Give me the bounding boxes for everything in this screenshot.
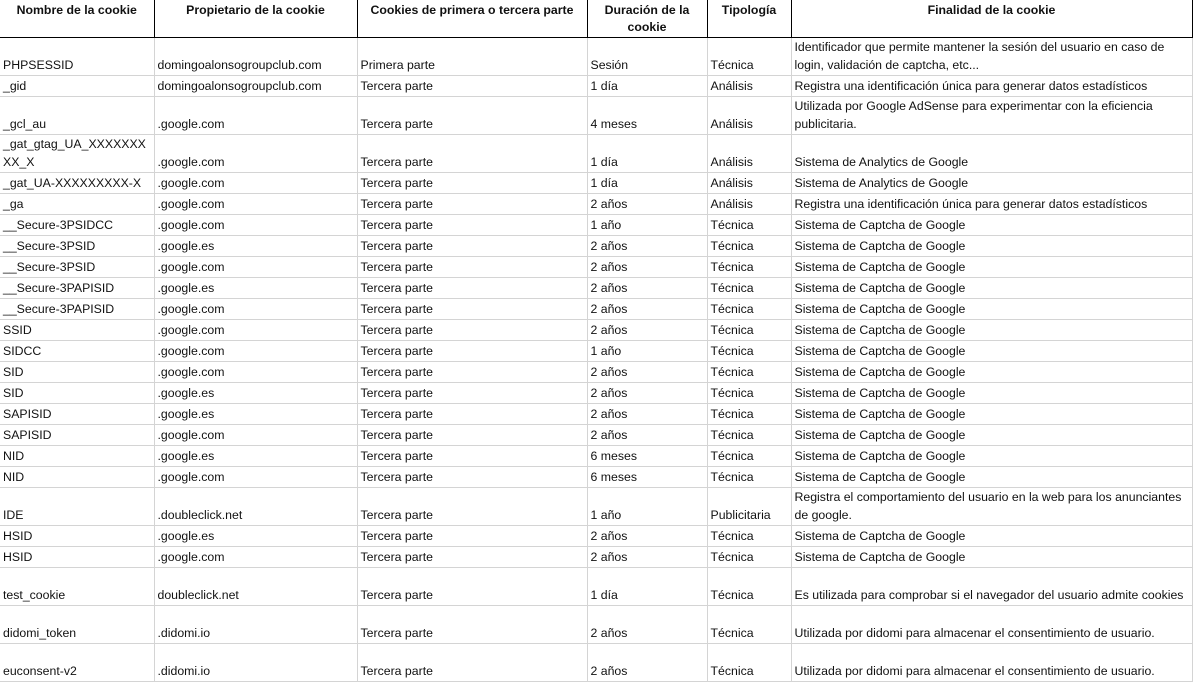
cookie-purpose-cell: Identificador que permite mantener la sesión del usuario en caso de login, validación de captcha, etc...	[791, 38, 1192, 76]
cookie-name-cell: _gid	[0, 76, 154, 97]
cookie-purpose-cell: Sistema de Analytics de Google	[791, 135, 1192, 173]
cookie-duration-cell: 1 día	[587, 568, 707, 606]
table-row	[0, 97, 1192, 135]
table-row	[0, 404, 1192, 425]
cookie-purpose-cell: Sistema de Captcha de Google	[791, 215, 1192, 236]
cookie-duration-cell: 2 años	[587, 278, 707, 299]
cookie-duration-cell: 6 meses	[587, 467, 707, 488]
cookie-duration-cell: 2 años	[587, 606, 707, 644]
cookie-purpose-cell: Sistema de Captcha de Google	[791, 547, 1192, 568]
cookie-name-cell: __Secure-3PSID	[0, 257, 154, 278]
table-row	[0, 320, 1192, 341]
cookie-purpose-cell: Utilizada por didomi para almacenar el consentimiento de usuario.	[791, 606, 1192, 644]
table-row	[0, 236, 1192, 257]
cookie-type-cell: Técnica	[707, 257, 791, 278]
table-row	[0, 278, 1192, 299]
cookie-type-cell: Técnica	[707, 446, 791, 467]
cookie-type-cell: Técnica	[707, 383, 791, 404]
cookie-name-cell: test_cookie	[0, 568, 154, 606]
cookie-party-cell: Tercera parte	[357, 320, 587, 341]
cookie-purpose-cell: Registra el comportamiento del usuario en la web para los anunciantes de google.	[791, 488, 1192, 526]
table-row	[0, 299, 1192, 320]
cookie-type-cell: Técnica	[707, 215, 791, 236]
table-row	[0, 467, 1192, 488]
cookie-purpose-cell: Sistema de Captcha de Google	[791, 299, 1192, 320]
cookie-type-cell: Técnica	[707, 644, 791, 682]
cookie-type-cell: Técnica	[707, 236, 791, 257]
cookie-party-cell: Tercera parte	[357, 215, 587, 236]
cookie-name-cell: SAPISID	[0, 425, 154, 446]
cookie-purpose-cell: Sistema de Captcha de Google	[791, 467, 1192, 488]
cookie-purpose-cell: Sistema de Captcha de Google	[791, 320, 1192, 341]
cookie-type-cell: Técnica	[707, 547, 791, 568]
cookie-owner-cell: .google.es	[154, 526, 357, 547]
table-row	[0, 173, 1192, 194]
cookie-purpose-cell: Sistema de Analytics de Google	[791, 173, 1192, 194]
cookie-owner-cell: .google.com	[154, 135, 357, 173]
cookie-type-cell: Técnica	[707, 606, 791, 644]
header-cookie-name: Nombre de la cookie	[0, 0, 154, 38]
table-row	[0, 135, 1192, 173]
cookie-party-cell: Tercera parte	[357, 194, 587, 215]
cookie-party-cell: Tercera parte	[357, 606, 587, 644]
cookie-type-cell: Técnica	[707, 526, 791, 547]
table-row	[0, 425, 1192, 446]
cookie-purpose-cell: Es utilizada para comprobar si el navegador del usuario admite cookies	[791, 568, 1192, 606]
cookie-purpose-cell: Sistema de Captcha de Google	[791, 425, 1192, 446]
cookie-party-cell: Tercera parte	[357, 526, 587, 547]
cookie-duration-cell: 2 años	[587, 547, 707, 568]
cookie-type-cell: Análisis	[707, 194, 791, 215]
cookie-owner-cell: domingoalonsogroupclub.com	[154, 76, 357, 97]
cookie-name-cell: __Secure-3PSID	[0, 236, 154, 257]
table-row	[0, 341, 1192, 362]
cookie-type-cell: Técnica	[707, 299, 791, 320]
header-cookie-type: Tipología	[707, 0, 791, 38]
cookie-owner-cell: .google.es	[154, 404, 357, 425]
table-row	[0, 606, 1192, 644]
cookie-type-cell: Técnica	[707, 38, 791, 76]
cookie-name-cell: IDE	[0, 488, 154, 526]
cookie-owner-cell: .google.com	[154, 257, 357, 278]
cookie-purpose-cell: Sistema de Captcha de Google	[791, 362, 1192, 383]
cookie-name-cell: HSID	[0, 526, 154, 547]
cookie-name-cell: SAPISID	[0, 404, 154, 425]
cookie-owner-cell: .doubleclick.net	[154, 488, 357, 526]
cookie-owner-cell: doubleclick.net	[154, 568, 357, 606]
cookie-duration-cell: 1 año	[587, 215, 707, 236]
cookie-party-cell: Primera parte	[357, 38, 587, 76]
cookie-owner-cell: .google.com	[154, 97, 357, 135]
cookie-owner-cell: .google.com	[154, 362, 357, 383]
cookie-owner-cell: .google.es	[154, 236, 357, 257]
table-row	[0, 446, 1192, 467]
table-row	[0, 362, 1192, 383]
table-row	[0, 257, 1192, 278]
cookie-purpose-cell: Sistema de Captcha de Google	[791, 446, 1192, 467]
cookie-party-cell: Tercera parte	[357, 173, 587, 194]
cookie-type-cell: Técnica	[707, 341, 791, 362]
cookie-duration-cell: 6 meses	[587, 446, 707, 467]
cookie-type-cell: Técnica	[707, 320, 791, 341]
cookie-name-cell: SIDCC	[0, 341, 154, 362]
cookie-party-cell: Tercera parte	[357, 404, 587, 425]
cookie-name-cell: didomi_token	[0, 606, 154, 644]
cookie-purpose-cell: Sistema de Captcha de Google	[791, 526, 1192, 547]
cookie-owner-cell: .google.es	[154, 446, 357, 467]
cookie-duration-cell: 2 años	[587, 404, 707, 425]
cookie-duration-cell: 2 años	[587, 299, 707, 320]
cookie-type-cell: Análisis	[707, 97, 791, 135]
cookie-name-cell: __Secure-3PAPISID	[0, 299, 154, 320]
cookie-party-cell: Tercera parte	[357, 644, 587, 682]
cookie-owner-cell: domingoalonsogroupclub.com	[154, 38, 357, 76]
cookie-duration-cell: 2 años	[587, 425, 707, 446]
cookie-duration-cell: 2 años	[587, 526, 707, 547]
cookie-name-cell: SID	[0, 383, 154, 404]
cookie-owner-cell: .google.es	[154, 278, 357, 299]
table-row	[0, 194, 1192, 215]
cookie-name-cell: NID	[0, 446, 154, 467]
cookie-name-cell: __Secure-3PSIDCC	[0, 215, 154, 236]
cookie-duration-cell: 2 años	[587, 383, 707, 404]
cookie-duration-cell: 2 años	[587, 320, 707, 341]
cookie-party-cell: Tercera parte	[357, 257, 587, 278]
cookie-party-cell: Tercera parte	[357, 341, 587, 362]
table-row	[0, 547, 1192, 568]
header-cookie-duration: Duración de la cookie	[587, 0, 707, 38]
table-row	[0, 488, 1192, 526]
cookie-duration-cell: 1 día	[587, 135, 707, 173]
cookie-purpose-cell: Sistema de Captcha de Google	[791, 341, 1192, 362]
cookie-party-cell: Tercera parte	[357, 236, 587, 257]
cookie-name-cell: SSID	[0, 320, 154, 341]
cookie-owner-cell: .google.com	[154, 467, 357, 488]
cookie-type-cell: Técnica	[707, 404, 791, 425]
cookie-owner-cell: .didomi.io	[154, 606, 357, 644]
cookie-owner-cell: .google.com	[154, 215, 357, 236]
cookie-owner-cell: .google.com	[154, 547, 357, 568]
cookie-duration-cell: 2 años	[587, 644, 707, 682]
cookie-owner-cell: .google.es	[154, 383, 357, 404]
cookie-duration-cell: 1 año	[587, 341, 707, 362]
cookie-name-cell: _ga	[0, 194, 154, 215]
cookie-type-cell: Publicitaria	[707, 488, 791, 526]
header-cookie-purpose: Finalidad de la cookie	[791, 0, 1192, 38]
cookie-duration-cell: Sesión	[587, 38, 707, 76]
cookie-purpose-cell: Sistema de Captcha de Google	[791, 236, 1192, 257]
cookie-type-cell: Técnica	[707, 425, 791, 446]
cookie-duration-cell: 4 meses	[587, 97, 707, 135]
cookie-duration-cell: 2 años	[587, 362, 707, 383]
cookie-party-cell: Tercera parte	[357, 278, 587, 299]
cookie-party-cell: Tercera parte	[357, 97, 587, 135]
cookie-type-cell: Análisis	[707, 135, 791, 173]
cookie-party-cell: Tercera parte	[357, 362, 587, 383]
cookie-party-cell: Tercera parte	[357, 446, 587, 467]
cookie-owner-cell: .google.com	[154, 299, 357, 320]
cookie-duration-cell: 2 años	[587, 194, 707, 215]
cookie-type-cell: Técnica	[707, 362, 791, 383]
cookie-name-cell: SID	[0, 362, 154, 383]
table-row	[0, 76, 1192, 97]
table-row	[0, 568, 1192, 606]
cookie-party-cell: Tercera parte	[357, 467, 587, 488]
cookie-purpose-cell: Utilizada por didomi para almacenar el consentimiento de usuario.	[791, 644, 1192, 682]
cookie-owner-cell: .google.com	[154, 320, 357, 341]
header-cookie-party: Cookies de primera o tercera parte	[357, 0, 587, 38]
cookie-purpose-cell: Sistema de Captcha de Google	[791, 257, 1192, 278]
cookie-name-cell: HSID	[0, 547, 154, 568]
cookie-duration-cell: 2 años	[587, 257, 707, 278]
cookie-party-cell: Tercera parte	[357, 488, 587, 526]
cookie-name-cell: PHPSESSID	[0, 38, 154, 76]
cookie-owner-cell: .didomi.io	[154, 644, 357, 682]
cookie-party-cell: Tercera parte	[357, 135, 587, 173]
cookie-owner-cell: .google.com	[154, 341, 357, 362]
table-row	[0, 526, 1192, 547]
cookie-owner-cell: .google.com	[154, 194, 357, 215]
cookie-purpose-cell: Utilizada por Google AdSense para experimentar con la eficiencia publicitaria.	[791, 97, 1192, 135]
cookie-party-cell: Tercera parte	[357, 425, 587, 446]
cookie-owner-cell: .google.com	[154, 425, 357, 446]
cookie-party-cell: Tercera parte	[357, 547, 587, 568]
cookie-name-cell: _gcl_au	[0, 97, 154, 135]
cookie-name-cell: _gat_gtag_UA_XXXXXXXXX_X	[0, 135, 154, 173]
cookie-purpose-cell: Sistema de Captcha de Google	[791, 278, 1192, 299]
header-row	[0, 0, 1192, 38]
cookie-purpose-cell: Registra una identificación única para generar datos estadísticos	[791, 194, 1192, 215]
cookie-party-cell: Tercera parte	[357, 383, 587, 404]
cookie-owner-cell: .google.com	[154, 173, 357, 194]
cookie-duration-cell: 1 año	[587, 488, 707, 526]
cookie-party-cell: Tercera parte	[357, 76, 587, 97]
cookie-party-cell: Tercera parte	[357, 299, 587, 320]
cookie-type-cell: Técnica	[707, 467, 791, 488]
cookie-purpose-cell: Registra una identificación única para generar datos estadísticos	[791, 76, 1192, 97]
table-row	[0, 383, 1192, 404]
table-row	[0, 215, 1192, 236]
cookie-name-cell: NID	[0, 467, 154, 488]
cookie-party-cell: Tercera parte	[357, 568, 587, 606]
cookie-name-cell: __Secure-3PAPISID	[0, 278, 154, 299]
cookie-purpose-cell: Sistema de Captcha de Google	[791, 404, 1192, 425]
cookie-name-cell: _gat_UA-XXXXXXXXX-X	[0, 173, 154, 194]
table-row	[0, 644, 1192, 682]
header-cookie-owner: Propietario de la cookie	[154, 0, 357, 38]
cookie-type-cell: Análisis	[707, 173, 791, 194]
cookie-duration-cell: 2 años	[587, 236, 707, 257]
cookie-type-cell: Técnica	[707, 568, 791, 606]
cookie-purpose-cell: Sistema de Captcha de Google	[791, 383, 1192, 404]
cookie-duration-cell: 1 día	[587, 76, 707, 97]
cookie-duration-cell: 1 día	[587, 173, 707, 194]
cookie-name-cell: euconsent-v2	[0, 644, 154, 682]
cookie-type-cell: Análisis	[707, 76, 791, 97]
table-row	[0, 38, 1192, 76]
cookie-type-cell: Técnica	[707, 278, 791, 299]
